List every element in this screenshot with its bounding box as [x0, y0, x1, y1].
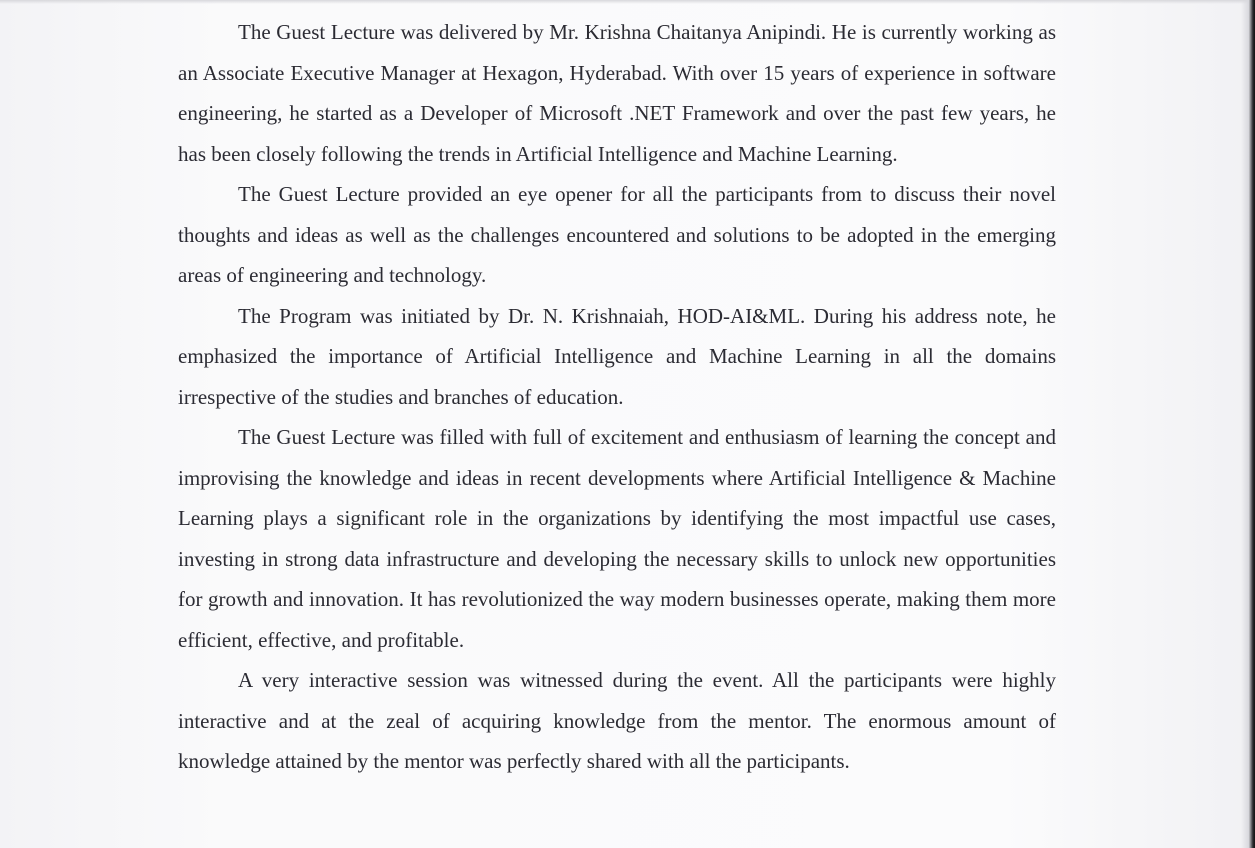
paragraph-guest-lecturer: The Guest Lecture was delivered by Mr. Krishna Chaitanya Anipindi. He is currently working as an Associate Executive Manager at Hexagon, Hyderabad. With over 15 years of experience in software engineering, he started as a Developer of Microsoft .NET Framework and over the past few years, he has been closely following the trends in Artificial Intelligence and Machine Learning.	[178, 20, 1056, 166]
scan-right-edge	[1241, 0, 1255, 848]
scan-top-edge	[0, 0, 1255, 4]
paragraph-eye-opener: The Guest Lecture provided an eye opener for all the participants from to discuss their novel thoughts and ideas as well as the challenges encountered and solutions to be adopted in the emerging areas of engineering and technology.	[178, 182, 1056, 287]
paragraph-excitement: The Guest Lecture was filled with full of excitement and enthusiasm of learning the concept and improvising the knowledge and ideas in recent developments where Artificial Intelligence & Machine Learning plays a significant role in the organizations by identifying the most impactful use cases, investing in strong data infrastructure and developing the necessary skills to unlock new opportunities for growth and innovation. It has revolutionized the way modern businesses operate, making them more efficient, effective, and profitable.	[178, 425, 1056, 652]
document-body	[178, 12, 1056, 782]
paragraph-interactive-session: A very interactive session was witnessed during the event. All the participants were highly interactive and at the zeal of acquiring knowledge from the mentor. The enormous amount of knowledge attained by the mentor was perfectly shared with all the participants.	[178, 668, 1056, 773]
paragraph-program-initiation: The Program was initiated by Dr. N. Krishnaiah, HOD-AI&ML. During his address note, he emphasized the importance of Artificial Intelligence and Machine Learning in all the domains irrespective of the studies and branches of education.	[178, 303, 1056, 409]
